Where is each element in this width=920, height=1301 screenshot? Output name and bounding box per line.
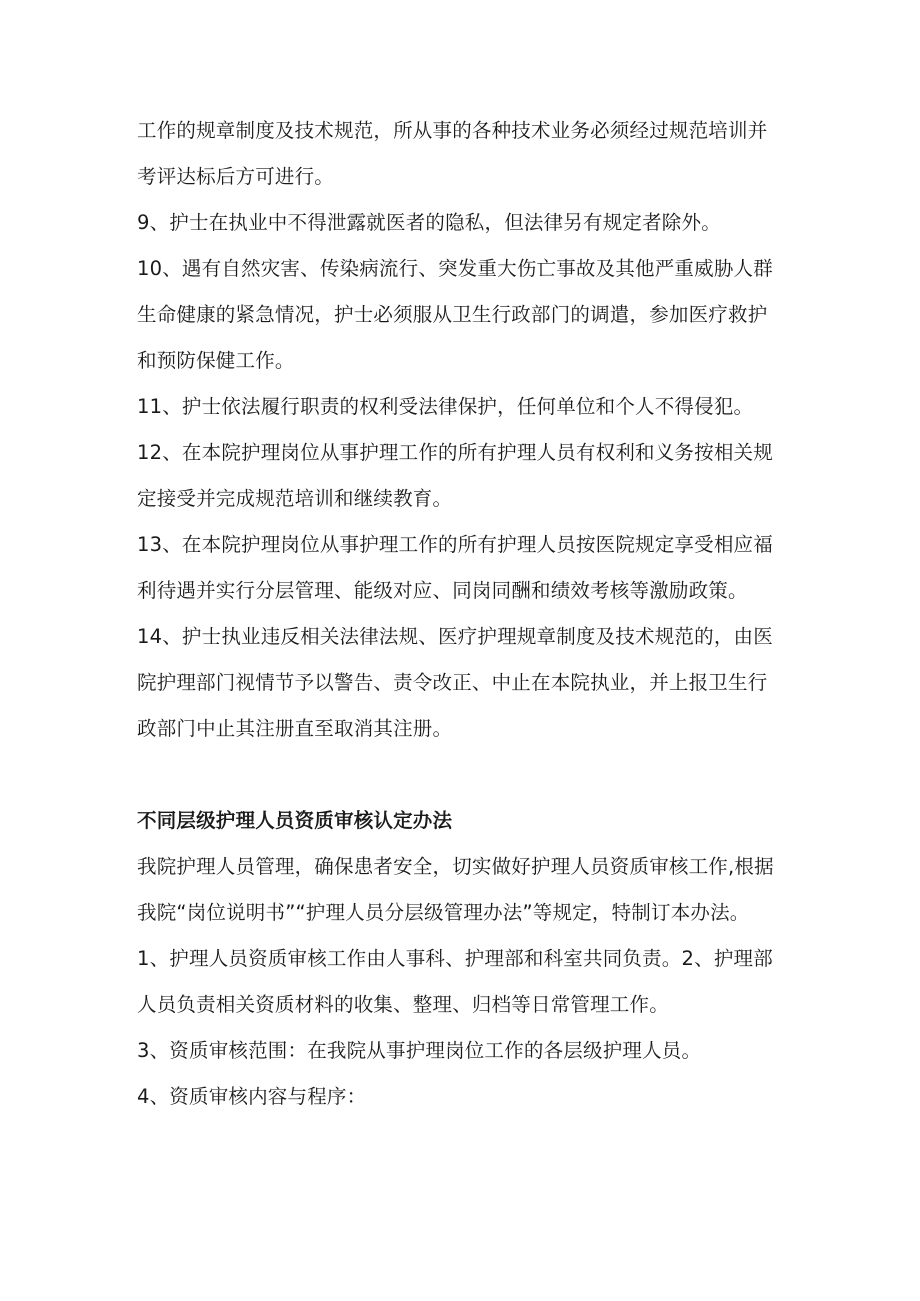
text-line: 和预防保健工作。: [137, 349, 295, 372]
text-line: 4、资质审核内容与程序：: [137, 1085, 367, 1108]
text-line: 11、护士依法履行职责的权利受法律保护，任何单位和个人不得侵犯。: [137, 395, 754, 418]
text-line: 政部门中止其注册直至取消其注册。: [137, 717, 453, 740]
text-line: 考评达标后方可进行。: [137, 165, 335, 188]
section-title: 不同层级护理人员资质审核认定办法: [137, 809, 453, 832]
text-line: 我院护理人员管理，确保患者安全，切实做好护理人员资质审核工作,根据: [137, 855, 774, 878]
text-line: 9、护士在执业中不得泄露就医者的隐私，但法律另有规定者除外。: [137, 211, 721, 234]
text-line: 人员负责相关资质材料的收集、整理、归档等日常管理工作。: [137, 993, 669, 1016]
text-line: 生命健康的紧急情况，护士必须服从卫生行政部门的调遣，参加医疗救护: [137, 303, 768, 326]
text-line: 定接受并完成规范培训和继续教育。: [137, 487, 453, 510]
text-line: 12、在本院护理岗位从事护理工作的所有护理人员有权利和义务按相关规: [137, 441, 773, 464]
text-line: 利待遇并实行分层管理、能级对应、同岗同酬和绩效考核等激励政策。: [137, 579, 748, 602]
text-line: 14、护士执业违反相关法律法规、医疗护理规章制度及技术规范的，由医: [137, 625, 773, 648]
text-line: 我院“岗位说明书”“护理人员分层级管理办法”等规定，特制订本办法。: [137, 901, 750, 924]
document-body: [137, 119, 797, 1109]
text-line: 10、遇有自然灾害、传染病流行、突发重大伤亡事故及其他严重威胁人群: [137, 257, 773, 280]
text-line: 1、护理人员资质审核工作由人事科、护理部和科室共同负责。2、护理部: [137, 947, 773, 970]
text-line: 院护理部门视情节予以警告、责令改正、中止在本院执业，并上报卫生行: [137, 671, 768, 694]
text-line: 工作的规章制度及技术规范，所从事的各种技术业务必须经过规范培训并: [137, 119, 768, 142]
text-line: 13、在本院护理岗位从事护理工作的所有护理人员按医院规定享受相应福: [137, 533, 773, 556]
text-line: 3、资质审核范围：在我院从事护理岗位工作的各层级护理人员。: [137, 1039, 702, 1062]
